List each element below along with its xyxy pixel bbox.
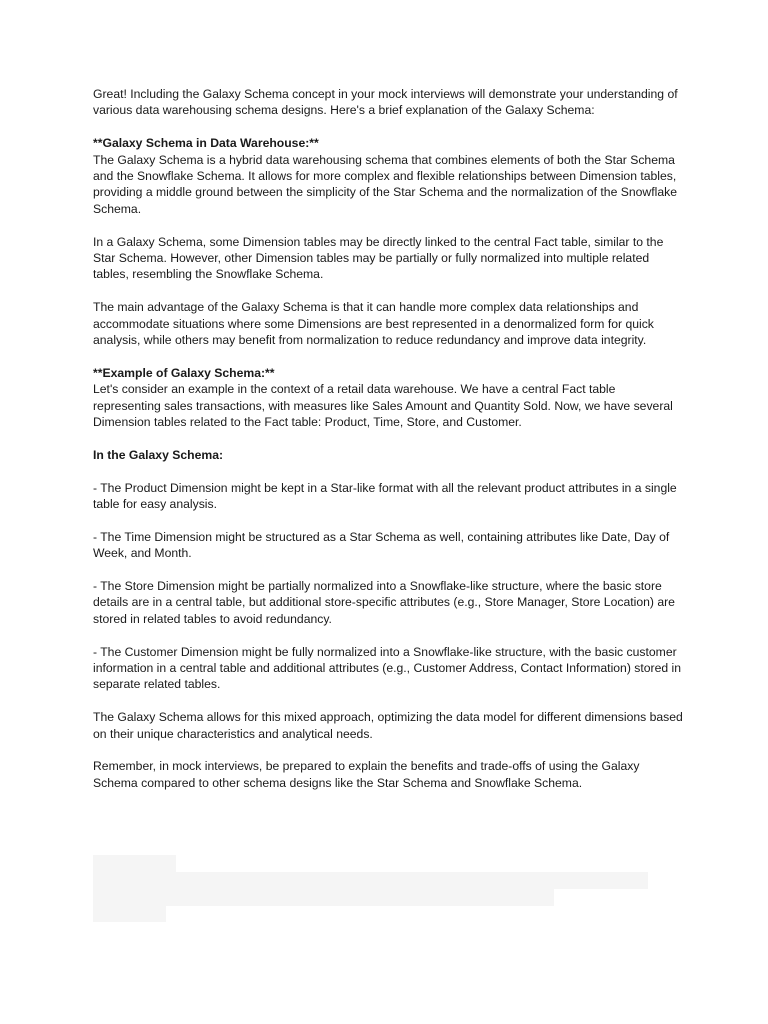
faded-text-block-line-4 <box>93 906 166 922</box>
faded-text-block-line-3 <box>93 889 554 906</box>
faded-text-block-line-2 <box>93 872 648 889</box>
bullet-store-dimension: - The Store Dimension might be partially normalized into a Snowflake-like structure, where the basic store details are in a central table, but additional store-specific attributes (e.g., Store Manager, Store Location) are stored in related tables to avoid redundancy. <box>93 579 675 626</box>
intro-paragraph: Great! Including the Galaxy Schema concept in your mock interviews will demonstrate your understanding of various data warehousing schema designs. Here's a brief explanation of the Galaxy Schema: <box>93 87 678 118</box>
closing-paragraph: Remember, in mock interviews, be prepared to explain the benefits and trade-offs of using the Galaxy Schema compared to other schema designs like the Star Schema and Snowflake Schema. <box>93 759 640 790</box>
example-heading: **Example of Galaxy Schema:** <box>93 365 275 380</box>
bullet-customer-dimension: - The Customer Dimension might be fully normalized into a Snowflake-like structure, with the basic customer information in a central table and additional attributes (e.g., Customer Address, Contact Information) stored in separate related tables. <box>93 644 682 692</box>
summary-paragraph: The Galaxy Schema allows for this mixed approach, optimizing the data model for different dimensions based on their unique characteristics and analytical needs. <box>93 710 683 741</box>
bullet-product-dimension: - The Product Dimension might be kept in a Star-like format with all the relevant product attributes in a single table for easy analysis. <box>93 480 677 512</box>
document-body <box>93 86 685 808</box>
galaxy-structure-paragraph: In a Galaxy Schema, some Dimension tables may be directly linked to the central Fact table, similar to the Star Schema. However, other Dimension tables may be partially or fully normalized into multiple related tables, resembling the Snowflake Schema. <box>93 234 664 282</box>
in-galaxy-schema-heading: In the Galaxy Schema: <box>93 447 224 462</box>
galaxy-advantage-paragraph: The main advantage of the Galaxy Schema is that it can handle more complex data relationships and accommodate situations where some Dimensions are best represented in a denormalized form for quick analysis, while others may benefit from normalization to reduce redundancy and improve data integrity. <box>93 300 654 348</box>
faded-text-block-line-1 <box>93 855 176 872</box>
bullet-time-dimension: - The Time Dimension might be structured as a Star Schema as well, containing attributes like Date, Day of Week, and Month. <box>93 529 670 561</box>
example-paragraph: Let's consider an example in the context of a retail data warehouse. We have a central Fact table representing sales transactions, with measures like Sales Amount and Quantity Sold. Now, we have several Dimension tables related to the Fact table: Product, Time, Store, and Customer. <box>93 382 673 430</box>
galaxy-definition-paragraph: The Galaxy Schema is a hybrid data warehousing schema that combines elements of both the Star Schema and the Snowflake Schema. It allows for more complex and flexible relationships between Dimension tables, providing a middle ground between the simplicity of the Star Schema and the normalization of the Snowflake Schema. <box>93 152 677 216</box>
galaxy-schema-heading: **Galaxy Schema in Data Warehouse:** <box>93 136 319 151</box>
